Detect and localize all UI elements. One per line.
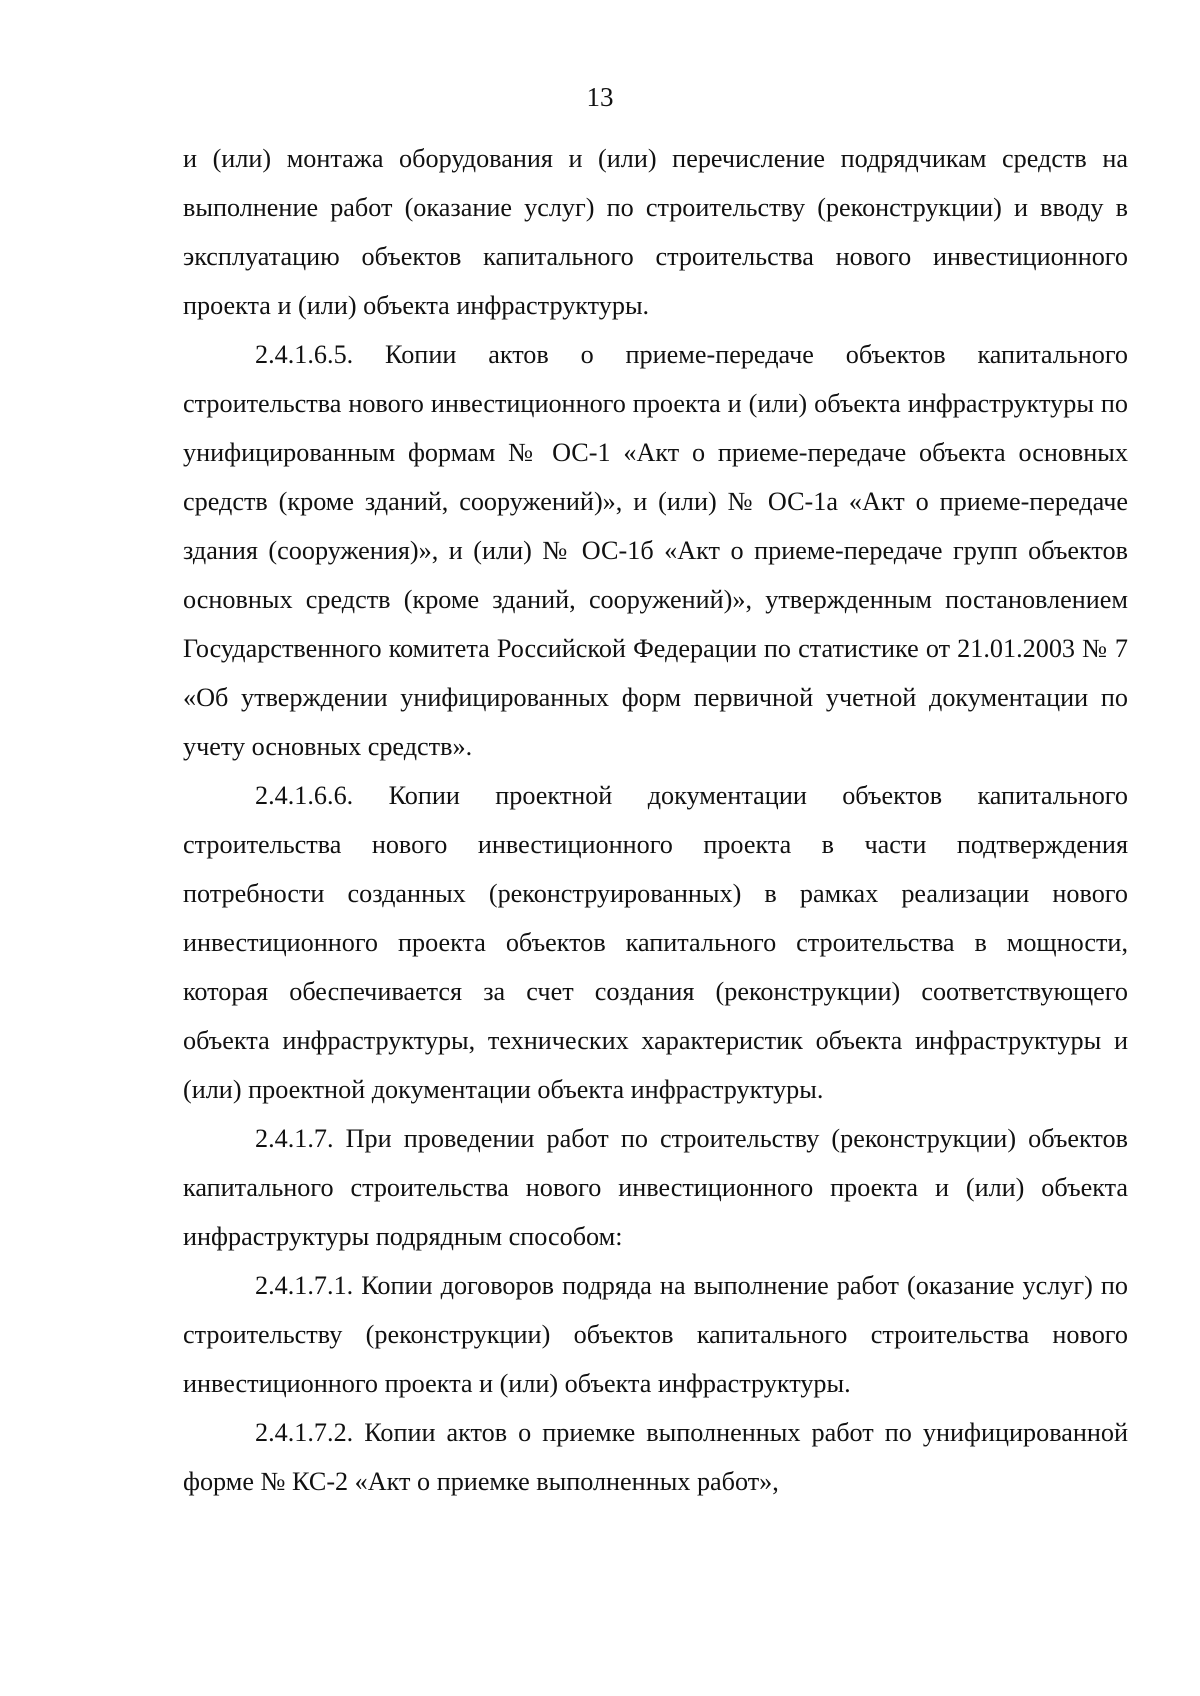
- page-number: 13: [586, 82, 614, 112]
- paragraph-2-4-1-6-6: 2.4.1.6.6. Копии проектной документации объектов капитального строительства нового инвестиционного проекта в части подтверждения потребности созданных (реконструированных) в рамках реализации нового инвестиционного проекта объектов капитального строительства в мощности, которая обеспечивается за счет создания (реконструкции) соответствующего объекта инфраструктуры, технических характеристик объекта инфраструктуры и (или) проектной документации объекта инфраструктуры.: [183, 781, 1128, 1104]
- paragraph-continuation: и (или) монтажа оборудования и (или) перечисление подрядчикам средств на выполнение работ (оказание услуг) по строительству (реконструкции) и вводу в эксплуатацию объектов капитального строительства нового инвестиционного проекта и (или) объекта инфраструктуры.: [183, 144, 1128, 320]
- paragraph-2-4-1-7-1: 2.4.1.7.1. Копии договоров подряда на выполнение работ (оказание услуг) по строительству (реконструкции) объектов капитального строительства нового инвестиционного проекта и (или) объекта инфраструктуры.: [183, 1271, 1128, 1398]
- paragraph-2-4-1-7-2: 2.4.1.7.2. Копии актов о приемке выполненных работ по унифицированной форме № КС-2 «Акт о приемке выполненных работ»,: [183, 1418, 1128, 1496]
- paragraph-2-4-1-7: 2.4.1.7. При проведении работ по строительству (реконструкции) объектов капитального строительства нового инвестиционного проекта и (или) объекта инфраструктуры подрядным способом:: [183, 1124, 1128, 1251]
- document-body: [183, 134, 1128, 1506]
- paragraph-2-4-1-6-5: 2.4.1.6.5. Копии актов о приеме-передаче объектов капитального строительства нового инвестиционного проекта и (или) объекта инфраструктуры по унифицированным формам № ОС-1 «Акт о приеме-передаче объекта основных средств (кроме зданий, сооружений)», и (или) № ОС-1а «Акт о приеме-передаче здания (сооружения)», и (или) № ОС-1б «Акт о приеме-передаче групп объектов основных средств (кроме зданий, сооружений)», утвержденным постановлением Государственного комитета Российской Федерации по статистике от 21.01.2003 № 7 «Об утверждении унифицированных форм первичной учетной документации по учету основных средств».: [183, 340, 1128, 761]
